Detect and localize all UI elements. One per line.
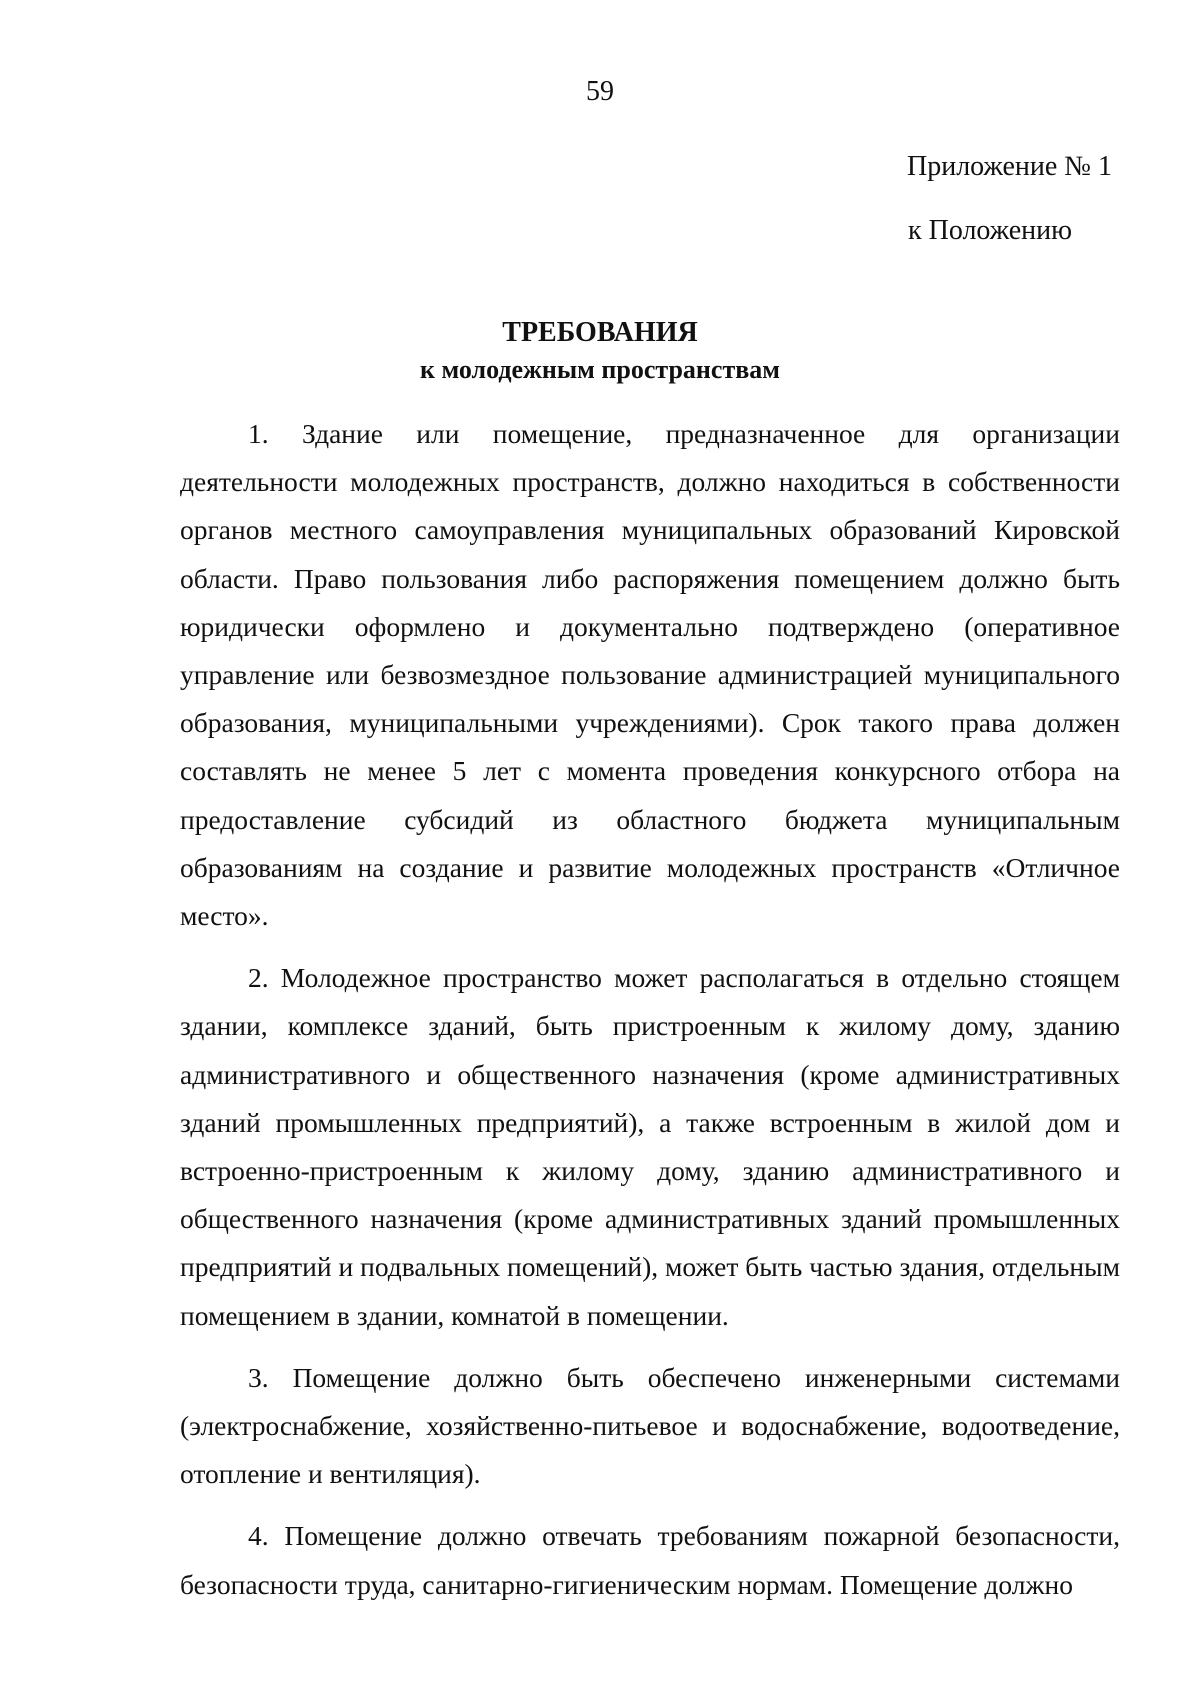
appendix-label: Приложение № 1 <box>907 151 1112 182</box>
document-subtitle: к молодежным пространствам <box>420 355 780 384</box>
document-title: ТРЕБОВАНИЯ <box>502 317 698 348</box>
paragraph-1: 1. Здание или помещение, предназначенное для организации деятельности молодежных пространств, должно находиться в собственности органов местного самоуправления муниципальных образований Кировской области. Право пользования либо распоряжения помещением должно быть юридически оформлено и документально подтверждено (оперативное управление или безвозмездное пользование администрацией муниципального образования, муниципальными учреждениями). Срок такого права должен составлять не менее 5 лет с момента проведения конкурсного отбора на предоставление субсидий из областного бюджета муниципальным образованиям на создание и развитие молодежных пространств «Отличное место». <box>180 418 1120 932</box>
paragraph-4: 4. Помещение должно отвечать требованиям пожарной безопасности, безопасности труда, санитарно-гигиеническим нормам. Помещение должно <box>180 1520 1120 1600</box>
page-number: 59 <box>586 76 614 107</box>
document-body <box>180 410 1120 1609</box>
appendix-reference: к Положению <box>908 215 1073 246</box>
paragraph-3: 3. Помещение должно быть обеспечено инженерными системами (электроснабжение, хозяйственно-питьевое и водоснабжение, водоотведение, отопление и вентиляция). <box>180 1361 1120 1490</box>
paragraph-2: 2. Молодежное пространство может располагаться в отдельно стоящем здании, комплексе зданий, быть пристроенным к жилому дому, зданию административного и общественного назначения (кроме административных зданий промышленных предприятий), а также встроенным в жилой дом и встроенно-пристроенным к жилому дому, зданию административного и общественного назначения (кроме административных зданий промышленных предприятий и подвальных помещений), может быть частью здания, отдельным помещением в здании, комнатой в помещении. <box>180 962 1120 1331</box>
